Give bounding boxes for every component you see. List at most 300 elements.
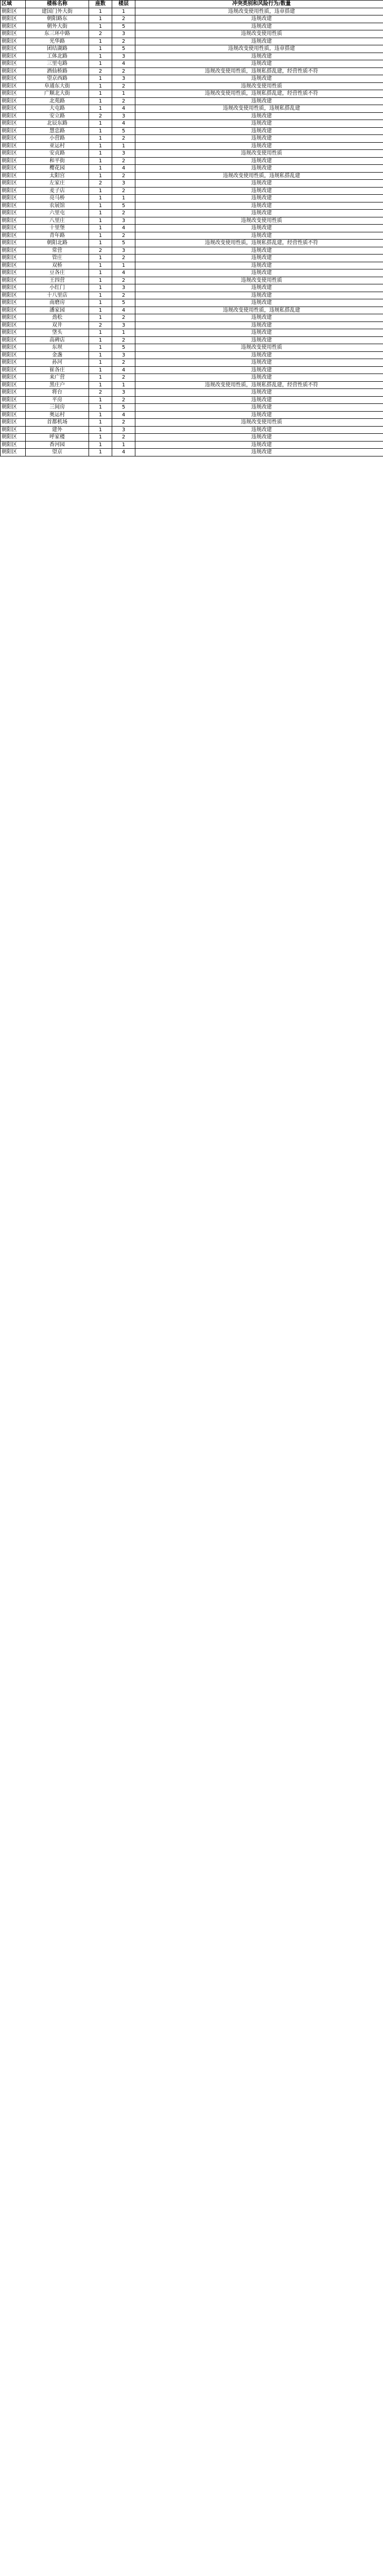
table-cell: 青年路 <box>26 232 89 240</box>
table-cell: 朝阳区 <box>1 112 26 120</box>
table-cell: 朝阳区 <box>1 82 26 90</box>
table-cell: 违规改建 <box>135 232 383 240</box>
column-header: 区域 <box>1 1 26 8</box>
table-cell: 望京西路 <box>26 75 89 83</box>
table-cell: 1 <box>89 307 112 314</box>
table-cell: 1 <box>89 411 112 419</box>
table-cell: 1 <box>89 396 112 404</box>
table-cell: 1 <box>112 381 135 389</box>
table-cell: 亚运村 <box>26 142 89 150</box>
table-cell: 劲松 <box>26 314 89 322</box>
table-row <box>1 381 383 389</box>
table-row <box>1 336 383 344</box>
table-cell: 亮马桥 <box>26 195 89 202</box>
table-cell: 违规改变使用性质，违规私搭乱建，经营性质不符 <box>135 67 383 75</box>
data-table <box>0 0 383 456</box>
table-cell: 朝阳区 <box>1 120 26 128</box>
table-row <box>1 210 383 217</box>
table-cell: 3 <box>112 321 135 329</box>
table-cell: 违规改变使用性质 <box>135 419 383 427</box>
column-header: 座数 <box>89 1 112 8</box>
table-cell: 3 <box>112 389 135 397</box>
table-cell: 违规改建 <box>135 449 383 456</box>
table-cell: 2 <box>112 38 135 45</box>
table-cell: 1 <box>89 157 112 165</box>
table-cell: 1 <box>89 277 112 284</box>
table-cell: 1 <box>89 202 112 210</box>
table-cell: 1 <box>89 75 112 83</box>
table-cell: 违规改建 <box>135 426 383 434</box>
table-row <box>1 366 383 374</box>
table-cell: 崔各庄 <box>26 366 89 374</box>
table-cell: 1 <box>112 441 135 449</box>
table-row <box>1 90 383 98</box>
table-cell: 违规改建 <box>135 314 383 322</box>
table-cell: 朝阳区 <box>1 292 26 299</box>
table-cell: 3 <box>112 351 135 359</box>
table-row <box>1 449 383 456</box>
table-cell: 4 <box>112 105 135 113</box>
table-row <box>1 434 383 442</box>
table-cell: 5 <box>112 45 135 53</box>
table-row <box>1 120 383 128</box>
table-cell: 4 <box>112 225 135 232</box>
table-cell: 朝阳区 <box>1 321 26 329</box>
table-cell: 朝阳区 <box>1 30 26 38</box>
table-cell: 建国门外大街 <box>26 8 89 15</box>
table-cell: 朝阳北路 <box>26 240 89 247</box>
table-row <box>1 404 383 412</box>
table-cell: 潘家园 <box>26 307 89 314</box>
table-row <box>1 374 383 382</box>
table-cell: 1 <box>112 90 135 98</box>
table-cell: 5 <box>112 344 135 352</box>
table-row <box>1 389 383 397</box>
table-cell: 1 <box>89 419 112 427</box>
table-cell: 4 <box>112 449 135 456</box>
table-cell: 1 <box>89 195 112 202</box>
table-cell: 违规改建 <box>135 262 383 269</box>
table-row <box>1 419 383 427</box>
table-row <box>1 150 383 158</box>
table-cell: 朝阳区 <box>1 381 26 389</box>
table-cell: 违规改建 <box>135 120 383 128</box>
table-cell: 2 <box>112 292 135 299</box>
table-row <box>1 247 383 255</box>
table-cell: 朝阳区 <box>1 240 26 247</box>
table-cell: 1 <box>89 449 112 456</box>
table-cell: 朝阳区 <box>1 45 26 53</box>
table-cell: 违规改变使用性质 <box>135 30 383 38</box>
table-cell: 朝阳区 <box>1 172 26 180</box>
table-cell: 2 <box>112 255 135 262</box>
table-cell: 朝阳区 <box>1 299 26 307</box>
table-cell: 违规改变使用性质，违规私搭乱建 <box>135 105 383 113</box>
table-cell: 4 <box>112 411 135 419</box>
table-cell: 违规改建 <box>135 97 383 105</box>
table-cell: 4 <box>112 307 135 314</box>
table-cell: 违规改变使用性质，违规私搭乱建，经营性质不符 <box>135 90 383 98</box>
table-row <box>1 441 383 449</box>
table-cell: 5 <box>112 202 135 210</box>
table-cell: 朝阳区 <box>1 314 26 322</box>
table-cell: 朝阳区 <box>1 255 26 262</box>
table-cell: 1 <box>89 359 112 367</box>
table-cell: 违规改建 <box>135 359 383 367</box>
table-cell: 广顺北大街 <box>26 90 89 98</box>
table-cell: 违规改变使用性质，违规私搭乱建 <box>135 307 383 314</box>
table-cell: 香河园 <box>26 441 89 449</box>
table-cell: 朝阳区 <box>1 389 26 397</box>
table-cell: 王四营 <box>26 277 89 284</box>
table-cell: 朝阳区 <box>1 90 26 98</box>
table-cell: 违规改建 <box>135 434 383 442</box>
table-cell: 朝阳区 <box>1 307 26 314</box>
table-cell: 4 <box>112 165 135 173</box>
table-cell: 违规改变使用性质 <box>135 344 383 352</box>
table-cell: 违规改建 <box>135 75 383 83</box>
table-cell: 2 <box>112 359 135 367</box>
table-cell: 1 <box>89 329 112 337</box>
table-cell: 1 <box>89 381 112 389</box>
table-cell: 六里屯 <box>26 210 89 217</box>
table-cell: 左家庄 <box>26 180 89 188</box>
table-cell: 农展馆 <box>26 202 89 210</box>
table-cell: 违规改建 <box>135 269 383 277</box>
table-row <box>1 172 383 180</box>
table-cell: 违规改建 <box>135 195 383 202</box>
table-cell: 1 <box>89 374 112 382</box>
table-cell: 朝阳区 <box>1 142 26 150</box>
table-cell: 1 <box>89 8 112 15</box>
table-cell: 朝阳区 <box>1 105 26 113</box>
table-cell: 1 <box>89 172 112 180</box>
table-cell: 违规改变使用性质，违规私搭乱建，经营性质不符 <box>135 240 383 247</box>
table-cell: 朝阳区 <box>1 97 26 105</box>
table-cell: 违规改建 <box>135 396 383 404</box>
table-row <box>1 45 383 53</box>
table-cell: 违规改建 <box>135 112 383 120</box>
table-cell: 朝阳区 <box>1 202 26 210</box>
table-cell: 1 <box>89 142 112 150</box>
table-cell: 黑庄户 <box>26 381 89 389</box>
table-cell: 双桥 <box>26 262 89 269</box>
table-cell: 违规改建 <box>135 336 383 344</box>
table-cell: 十八里店 <box>26 292 89 299</box>
table-cell: 1 <box>89 97 112 105</box>
table-cell: 首都机场 <box>26 419 89 427</box>
table-cell: 违规改建 <box>135 225 383 232</box>
table-cell: 违规改变使用性质，违规私搭乱建 <box>135 172 383 180</box>
table-cell: 朝阳区 <box>1 351 26 359</box>
table-cell: 工体北路 <box>26 53 89 60</box>
table-cell: 朝阳区 <box>1 329 26 337</box>
table-cell: 朝阳区 <box>1 344 26 352</box>
table-cell: 2 <box>112 374 135 382</box>
table-cell: 北苑路 <box>26 97 89 105</box>
table-cell: 违规改变使用性质，违规私搭乱建，经营性质不符 <box>135 381 383 389</box>
table-cell: 朝阳区 <box>1 232 26 240</box>
table-cell: 朝阳区 <box>1 434 26 442</box>
table-cell: 违规改建 <box>135 202 383 210</box>
table-row <box>1 307 383 314</box>
table-cell: 东三环中路 <box>26 30 89 38</box>
table-cell: 违规改建 <box>135 351 383 359</box>
table-cell: 违规改建 <box>135 411 383 419</box>
table-cell: 朝阳区 <box>1 8 26 15</box>
table-cell: 1 <box>89 404 112 412</box>
table-cell: 1 <box>89 269 112 277</box>
table-cell: 违规改建 <box>135 255 383 262</box>
table-cell: 安立路 <box>26 112 89 120</box>
table-cell: 朝外大街 <box>26 23 89 30</box>
table-cell: 安贞路 <box>26 150 89 158</box>
table-cell: 违规改建 <box>135 284 383 292</box>
table-cell: 南磨房 <box>26 299 89 307</box>
table-row <box>1 262 383 269</box>
table-cell: 违规改建 <box>135 329 383 337</box>
table-cell: 2 <box>89 30 112 38</box>
table-cell: 1 <box>89 60 112 68</box>
table-cell: 违规改建 <box>135 157 383 165</box>
table-cell: 平房 <box>26 396 89 404</box>
table-cell: 违规改建 <box>135 321 383 329</box>
table-cell: 2 <box>89 67 112 75</box>
table-cell: 1 <box>89 187 112 195</box>
table-cell: 3 <box>112 112 135 120</box>
table-cell: 朝阳区 <box>1 262 26 269</box>
table-cell: 1 <box>89 284 112 292</box>
table-cell: 3 <box>112 30 135 38</box>
table-cell: 1 <box>89 90 112 98</box>
table-cell: 朝阳区 <box>1 449 26 456</box>
table-cell: 朝阳区 <box>1 187 26 195</box>
table-cell: 团结湖路 <box>26 45 89 53</box>
table-cell: 1 <box>89 225 112 232</box>
table-cell: 违规改建 <box>135 389 383 397</box>
table-cell: 将台 <box>26 389 89 397</box>
table-cell: 违规改建 <box>135 142 383 150</box>
table-cell: 朝阳区 <box>1 366 26 374</box>
table-cell: 朝阳区 <box>1 53 26 60</box>
table-cell: 2 <box>112 232 135 240</box>
table-cell: 朝阳区 <box>1 411 26 419</box>
table-cell: 1 <box>89 165 112 173</box>
table-cell: 1 <box>89 255 112 262</box>
table-row <box>1 321 383 329</box>
table-cell: 违规改建 <box>135 53 383 60</box>
table-cell: 朝阳区 <box>1 150 26 158</box>
table-cell: 2 <box>89 112 112 120</box>
table-cell: 1 <box>89 127 112 135</box>
table-cell: 违规改变使用性质，违章搭建 <box>135 8 383 15</box>
table-row <box>1 60 383 68</box>
table-cell: 2 <box>112 97 135 105</box>
table-row <box>1 180 383 188</box>
table-cell: 1 <box>89 45 112 53</box>
table-cell: 北辰东路 <box>26 120 89 128</box>
table-cell: 1 <box>89 232 112 240</box>
table-cell: 1 <box>89 299 112 307</box>
table-row <box>1 75 383 83</box>
table-cell: 4 <box>112 366 135 374</box>
table-row <box>1 284 383 292</box>
table-cell: 2 <box>89 247 112 255</box>
table-cell: 2 <box>112 67 135 75</box>
table-cell: 1 <box>89 434 112 442</box>
table-row <box>1 292 383 299</box>
table-cell: 违规改建 <box>135 404 383 412</box>
table-cell: 5 <box>112 299 135 307</box>
table-cell: 3 <box>112 75 135 83</box>
table-row <box>1 112 383 120</box>
table-cell: 3 <box>112 150 135 158</box>
table-cell: 违规改建 <box>135 38 383 45</box>
table-cell: 2 <box>112 277 135 284</box>
table-row <box>1 202 383 210</box>
table-cell: 2 <box>112 15 135 23</box>
table-cell: 建外 <box>26 426 89 434</box>
table-cell: 1 <box>89 426 112 434</box>
table-cell: 朝阳区 <box>1 38 26 45</box>
table-cell: 慧忠路 <box>26 127 89 135</box>
table-row <box>1 426 383 434</box>
table-cell: 1 <box>112 262 135 269</box>
table-cell: 3 <box>112 180 135 188</box>
table-cell: 违规改建 <box>135 60 383 68</box>
table-cell: 1 <box>89 314 112 322</box>
table-row <box>1 8 383 15</box>
table-cell: 1 <box>89 38 112 45</box>
table-cell: 3 <box>112 284 135 292</box>
table-row <box>1 396 383 404</box>
table-cell: 来广营 <box>26 374 89 382</box>
table-cell: 4 <box>112 120 135 128</box>
table-row <box>1 105 383 113</box>
table-row <box>1 225 383 232</box>
table-cell: 三里屯路 <box>26 60 89 68</box>
table-cell: 朝阳区 <box>1 441 26 449</box>
table-cell: 豆各庄 <box>26 269 89 277</box>
table-cell: 违规改建 <box>135 15 383 23</box>
table-cell: 违规改建 <box>135 23 383 30</box>
table-cell: 2 <box>112 157 135 165</box>
table-cell: 5 <box>112 23 135 30</box>
table-cell: 违规改建 <box>135 247 383 255</box>
table-cell: 2 <box>89 321 112 329</box>
table-cell: 1 <box>89 351 112 359</box>
table-cell: 朝阳区 <box>1 247 26 255</box>
table-cell: 朝阳区 <box>1 336 26 344</box>
table-cell: 5 <box>112 404 135 412</box>
table-cell: 小红门 <box>26 284 89 292</box>
table-cell: 垡头 <box>26 329 89 337</box>
table-cell: 违规改建 <box>135 441 383 449</box>
table-cell: 2 <box>112 314 135 322</box>
table-row <box>1 344 383 352</box>
table-cell: 2 <box>112 172 135 180</box>
table-cell: 管庄 <box>26 255 89 262</box>
table-cell: 1 <box>89 53 112 60</box>
table-cell: 麦子店 <box>26 187 89 195</box>
table-cell: 违规改建 <box>135 165 383 173</box>
table-cell: 1 <box>89 150 112 158</box>
table-row <box>1 23 383 30</box>
table-cell: 1 <box>112 329 135 337</box>
table-cell: 4 <box>112 269 135 277</box>
table-row <box>1 127 383 135</box>
table-cell: 朝阳路东 <box>26 15 89 23</box>
table-row <box>1 351 383 359</box>
table-row <box>1 67 383 75</box>
header-row <box>1 1 383 8</box>
table-row <box>1 38 383 45</box>
table-cell: 三间房 <box>26 404 89 412</box>
table-cell: 朝阳区 <box>1 135 26 143</box>
table-cell: 朝阳区 <box>1 195 26 202</box>
table-cell: 违规改建 <box>135 366 383 374</box>
table-row <box>1 82 383 90</box>
table-cell: 违规改建 <box>135 180 383 188</box>
table-cell: 小营路 <box>26 135 89 143</box>
table-cell: 5 <box>112 127 135 135</box>
table-cell: 朝阳区 <box>1 225 26 232</box>
table-cell: 3 <box>112 53 135 60</box>
table-cell: 3 <box>112 426 135 434</box>
table-row <box>1 359 383 367</box>
table-cell: 4 <box>112 60 135 68</box>
table-cell: 孙河 <box>26 359 89 367</box>
table-row <box>1 142 383 150</box>
table-cell: 2 <box>112 434 135 442</box>
table-cell: 1 <box>89 366 112 374</box>
table-cell: 1 <box>89 292 112 299</box>
table-row <box>1 135 383 143</box>
table-row <box>1 53 383 60</box>
table-cell: 朝阳区 <box>1 60 26 68</box>
table-cell: 呼家楼 <box>26 434 89 442</box>
table-cell: 大屯路 <box>26 105 89 113</box>
table-cell: 1 <box>89 23 112 30</box>
table-cell: 樱花园 <box>26 165 89 173</box>
table-cell: 违规改建 <box>135 374 383 382</box>
table-cell: 1 <box>112 142 135 150</box>
table-cell: 违规改建 <box>135 210 383 217</box>
table-row <box>1 240 383 247</box>
table-cell: 酒仙桥路 <box>26 67 89 75</box>
table-cell: 1 <box>89 336 112 344</box>
table-cell: 奥运村 <box>26 411 89 419</box>
table-cell: 1 <box>89 82 112 90</box>
table-cell: 阜通东大街 <box>26 82 89 90</box>
table-body <box>1 8 383 456</box>
table-cell: 朝阳区 <box>1 419 26 427</box>
table-row <box>1 411 383 419</box>
table-cell: 违规改建 <box>135 299 383 307</box>
table-cell: 2 <box>112 210 135 217</box>
table-cell: 朝阳区 <box>1 359 26 367</box>
table-cell: 2 <box>112 187 135 195</box>
table-cell: 1 <box>89 135 112 143</box>
table-row <box>1 165 383 173</box>
table-cell: 违规改建 <box>135 292 383 299</box>
table-cell: 1 <box>89 262 112 269</box>
column-header: 楼层 <box>112 1 135 8</box>
table-cell: 违规改变使用性质 <box>135 277 383 284</box>
table-row <box>1 299 383 307</box>
table-cell: 八里庄 <box>26 217 89 225</box>
table-cell: 朝阳区 <box>1 284 26 292</box>
